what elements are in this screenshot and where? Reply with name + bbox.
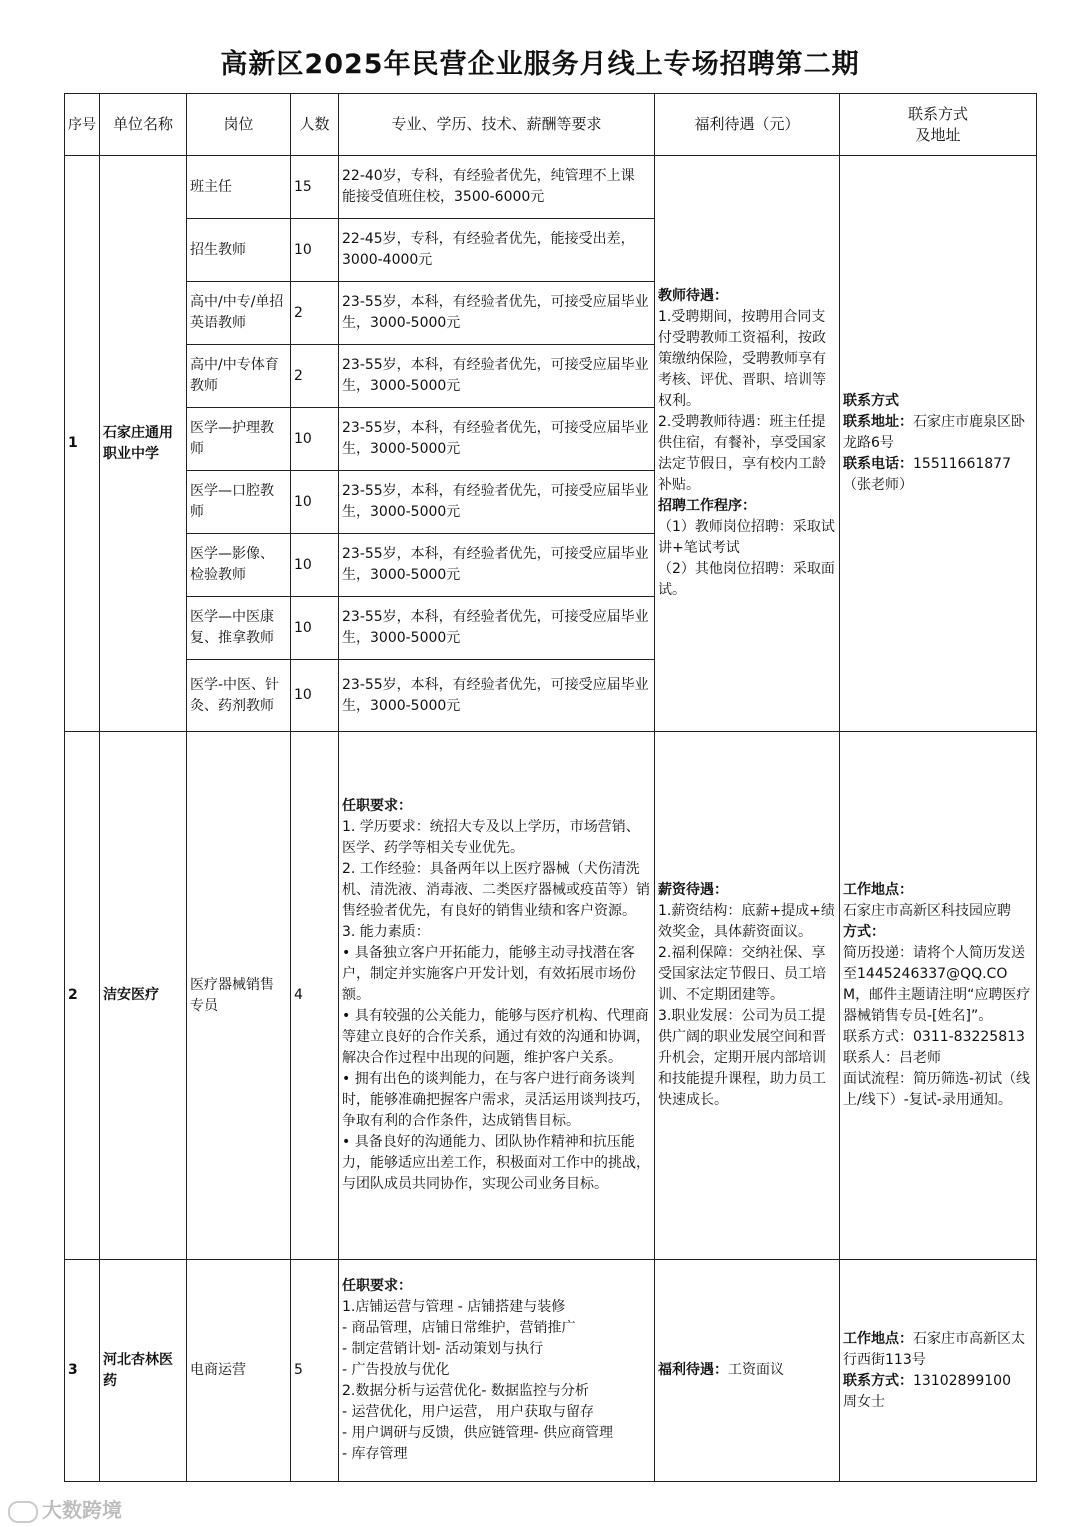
- job-requirements: 23-55岁，本科，有经验者优先，可接受应届毕业生，3000-5000元: [339, 471, 655, 534]
- workplace-text: 石家庄市高新区太行西街113号: [843, 1330, 1025, 1368]
- process-title: 招聘工作程序：: [658, 498, 756, 514]
- job-requirements: 23-55岁，本科，有经验者优先，可接受应届毕业生，3000-5000元: [339, 408, 655, 471]
- benefits-cell: [655, 1260, 840, 1482]
- row-no: 1: [65, 156, 100, 732]
- job-requirements: [339, 1260, 655, 1482]
- benefits-cell: [655, 732, 840, 1260]
- header-benefits: 福利待遇（元）: [655, 94, 840, 156]
- job-count: 2: [291, 282, 339, 345]
- job-count: 15: [291, 156, 339, 219]
- watermark-text: 大数跨境: [42, 1498, 122, 1522]
- benefits-cell: [655, 156, 840, 732]
- method-label: 方式：: [843, 924, 885, 940]
- job-requirements: [339, 732, 655, 1260]
- address-label: 联系地址：: [843, 414, 913, 430]
- requirements-title: 任职要求：: [342, 798, 412, 814]
- job-count: 10: [291, 471, 339, 534]
- job-requirements: 23-55岁，本科，有经验者优先，可接受应届毕业生，3000-5000元: [339, 345, 655, 408]
- table-row: [65, 156, 1037, 219]
- table-row: [65, 732, 1037, 1260]
- contact-person: 周女士: [843, 1393, 885, 1410]
- benefits-text: 1.薪资结构：底薪+提成+绩效奖金，具体薪资面议。 2.福利保障：交纳社保、享受国家法定节假日、员工培训、不定期团建等。 3.职业发展：公司为员工提供广阔的职业发展空间和晋升机会，定期开展内部培训和技能提升课程，助力员工快速成长。: [658, 903, 835, 1108]
- benefits-title: 教师待遇：: [658, 288, 728, 304]
- job-position: 招生教师: [187, 219, 291, 282]
- contact-cell: [840, 732, 1037, 1260]
- phone-text: 13102899100: [913, 1372, 1011, 1389]
- job-position: 医学—中医康复、推拿教师: [187, 597, 291, 660]
- job-position: 医学—影像、检验教师: [187, 534, 291, 597]
- job-requirements: 23-55岁，本科，有经验者优先，可接受应届毕业生，3000-5000元: [339, 597, 655, 660]
- job-requirements: 23-55岁，本科，有经验者优先，可接受应届毕业生，3000-5000元: [339, 534, 655, 597]
- header-row: [65, 94, 1037, 156]
- job-position: 医疗器械销售专员: [187, 732, 291, 1260]
- job-count: 10: [291, 597, 339, 660]
- company-name: 石家庄通用职业中学: [100, 156, 187, 732]
- requirements-title: 任职要求：: [342, 1278, 412, 1294]
- job-requirements: 22-40岁，专科，有经验者优先，纯管理不上课 能接受值班住校，3500-6000元: [339, 156, 655, 219]
- header-position: 岗位: [187, 94, 291, 156]
- header-count: 人数: [291, 94, 339, 156]
- phone-text: 15511661877（张老师）: [843, 456, 1011, 493]
- row-no: 3: [65, 1260, 100, 1482]
- contact-cell: [840, 156, 1037, 732]
- header-no: 序号: [65, 94, 100, 156]
- row-no: 2: [65, 732, 100, 1260]
- phone-label: 联系方式：: [843, 1372, 913, 1389]
- job-position: 医学—口腔教师: [187, 471, 291, 534]
- job-count: 4: [291, 732, 339, 1260]
- benefits-title: 薪资待遇：: [658, 882, 728, 898]
- job-position: 医学-中医、针灸、药剂教师: [187, 660, 291, 732]
- header-requirements: 专业、学历、技术、薪酬等要求: [339, 94, 655, 156]
- job-count: 10: [291, 534, 339, 597]
- job-position: 高中/中专/单招英语教师: [187, 282, 291, 345]
- job-position: 电商运营: [187, 1260, 291, 1482]
- job-position: 医学—护理教师: [187, 408, 291, 471]
- job-requirements: 23-55岁，本科，有经验者优先，可接受应届毕业生，3000-5000元: [339, 660, 655, 732]
- process-text: （1）教师岗位招聘：采取试讲+笔试考试 （2）其他岗位招聘：采取面试。: [658, 519, 835, 598]
- job-count: 10: [291, 219, 339, 282]
- header-company: 单位名称: [100, 94, 187, 156]
- benefits-label: 福利待遇：: [658, 1362, 728, 1378]
- job-position: 高中/中专体育教师: [187, 345, 291, 408]
- watermark: [8, 1494, 122, 1523]
- workplace-label: 工作地点：: [843, 882, 913, 898]
- contact-cell: [840, 1260, 1037, 1482]
- recruitment-table: [64, 93, 1037, 1482]
- company-name: 河北杏林医药: [100, 1260, 187, 1482]
- benefits-text: 1.受聘期间，按聘用合同支付受聘教师工资福利，按政策缴纳保险，受聘教师享有考核、评优、晋职、培训等权利。 2.受聘教师待遇：班主任提供住宿，有餐补，享受国家法定节假日，享有校内工龄补贴。: [658, 309, 826, 493]
- workplace-label: 工作地点：: [843, 1330, 913, 1347]
- job-count: 10: [291, 660, 339, 732]
- company-name: 洁安医疗: [100, 732, 187, 1260]
- watermark-logo-icon: [8, 1501, 38, 1523]
- job-count: 2: [291, 345, 339, 408]
- contact-title: 联系方式: [843, 393, 899, 409]
- requirements-text: 1.店铺运营与管理 - 店铺搭建与装修 - 商品管理，店铺日常维护，营销推广 - 制定营销计划- 活动策划与执行 - 广告投放与优化 2.数据分析与运营优化- 数据监控与分析 - 运营优化，用户运营， 用户获取与留存 - 用户调研与反馈，供应链管理- 供应商管理 - 库存管理: [342, 1299, 614, 1462]
- job-position: 班主任: [187, 156, 291, 219]
- table-row: [65, 1260, 1037, 1482]
- address-text: 石家庄市鹿泉区卧龙路6号: [843, 414, 1025, 451]
- job-requirements: 23-55岁，本科，有经验者优先，可接受应届毕业生，3000-5000元: [339, 282, 655, 345]
- job-count: 5: [291, 1260, 339, 1482]
- job-requirements: 22-45岁，专科，有经验者优先，能接受出差，3000-4000元: [339, 219, 655, 282]
- phone-label: 联系电话：: [843, 456, 913, 472]
- requirements-text: 1. 学历要求：统招大专及以上学历，市场营销、医学、药学等相关专业优先。 2. 工作经验：具备两年以上医疗器械（犬伤清洗机、清洗液、消毒液、二类医疗器械或疫苗等）销售经验者优先，有良好的销售业绩和客户资源。 3. 能力素质： • 具备独立客户开拓能力，能够主动寻找潜在客户，制定并实施客户开发计划，有效拓展市场份额。 • 具有较强的公关能力，能够与医疗机构、代理商等建立良好的合作关系，通过有效的沟通和协调，解决合作过程中出现的问题，维护客户关系。 • 拥有出色的谈判能力，在与客户进行商务谈判时，能够准确把握客户需求，灵活运用谈判技巧，争取有利的合作条件，达成销售目标。 • 具备良好的沟通能力、团队协作精神和抗压能力，能够适应出差工作，积极面对工作中的挑战，与团队成员共同协作，实现公司业务目标。: [342, 819, 650, 1192]
- document-title: 高新区2025年民营企业服务月线上专场招聘第二期: [220, 49, 860, 80]
- header-contact: 联系方式 及地址: [840, 94, 1037, 156]
- benefits-text: 工资面议: [728, 1362, 784, 1378]
- contact-text: 简历投递：请将个人简历发送至1445246337@QQ.COM，邮件主题请注明“应聘医疗器械销售专员-[姓名]”。 联系方式：0311-83225813 联系人：吕老师 面试流程：简历筛选-初试（线上/线下）-复试-录用通知。: [843, 945, 1031, 1108]
- job-count: 10: [291, 408, 339, 471]
- workplace-text: 石家庄市高新区科技园应聘: [843, 903, 1011, 919]
